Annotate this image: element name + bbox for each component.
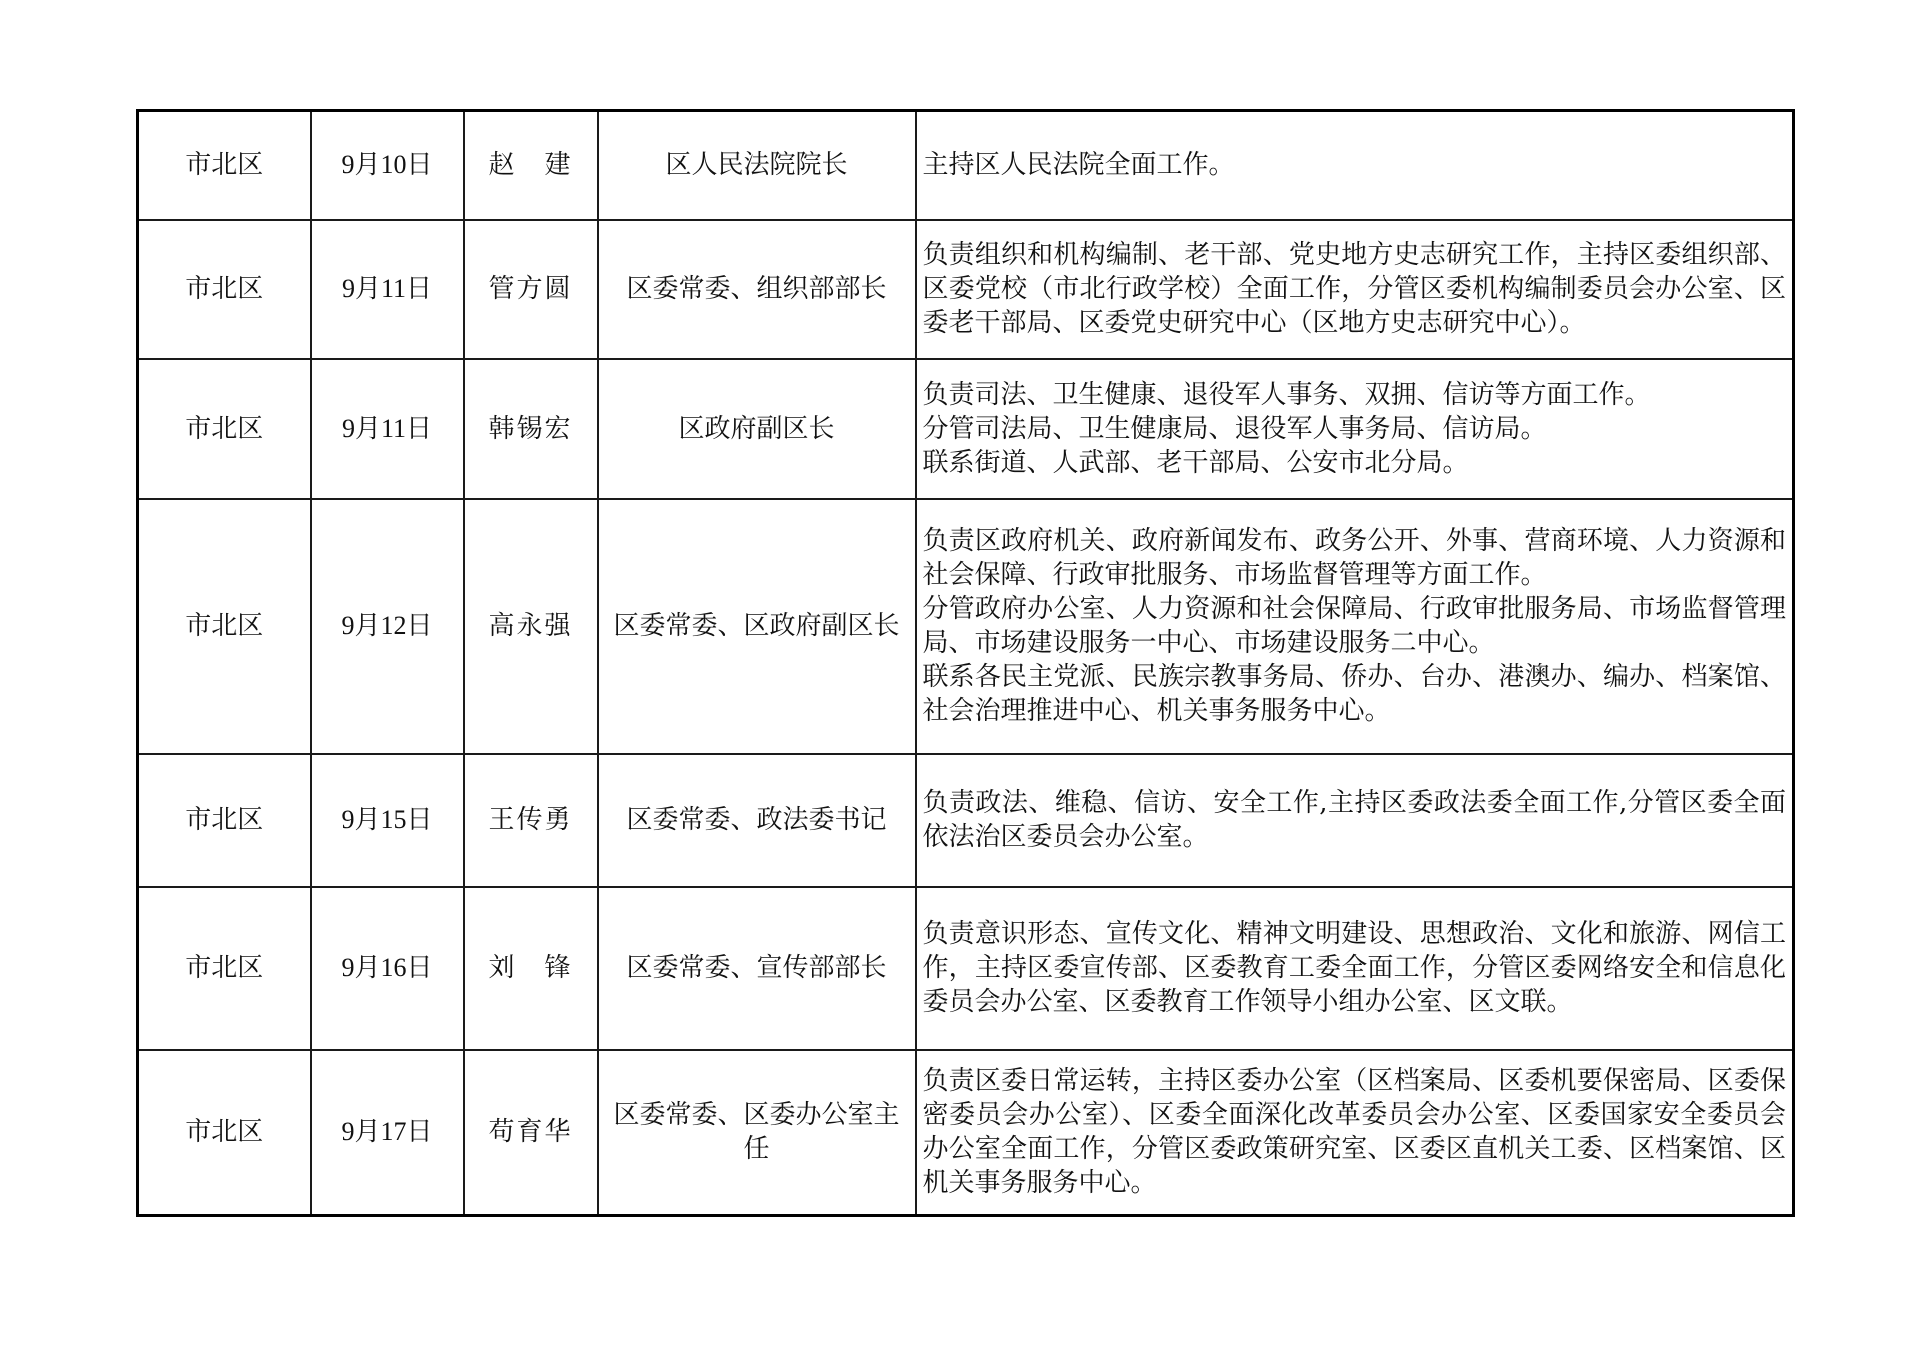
duty-line: 联系各民主党派、民族宗教事务局、侨办、台办、港澳办、编办、档案馆、社会治理推进中心、机关事务服务中心。	[922, 662, 1786, 726]
area-cell: 市北区	[138, 359, 311, 499]
duties-cell	[916, 499, 1794, 754]
table-row	[138, 499, 1794, 754]
duties-cell	[916, 754, 1794, 887]
date-cell: 9月11日	[311, 359, 464, 499]
area-cell: 市北区	[138, 887, 311, 1050]
date-cell: 9月12日	[311, 499, 464, 754]
duty-line: 负责组织和机构编制、老干部、党史地方史志研究工作，主持区委组织部、区委党校（市北行政学校）全面工作，分管区委机构编制委员会办公室、区委老干部局、区委党史研究中心（区地方史志研究中心）。	[922, 240, 1786, 338]
duty-line: 负责区委日常运转，主持区委办公室（区档案局、区委机要保密局、区委保密委员会办公室）、区委全面深化改革委员会办公室、区委国家安全委员会办公室全面工作，分管区委政策研究室、区委区直机关工委、区档案馆、区机关事务服务中心。	[922, 1066, 1786, 1199]
table-row	[138, 359, 1794, 499]
name-text: 管方圆	[488, 274, 573, 304]
table-row	[138, 220, 1794, 359]
name-cell	[464, 754, 598, 887]
duty-line: 分管政府办公室、人力资源和社会保障局、行政审批服务局、市场监督管理局、市场建设服务一中心、市场建设服务二中心。	[922, 594, 1786, 658]
duty-line: 负责区政府机关、政府新闻发布、政务公开、外事、营商环境、人力资源和社会保障、行政审批服务、市场监督管理等方面工作。	[922, 526, 1786, 590]
leader-schedule-table	[136, 109, 1795, 1217]
date-cell: 9月10日	[311, 111, 464, 220]
duty-line: 负责政法、维稳、信访、安全工作,主持区委政法委全面工作,分管区委全面依法治区委员会办公室。	[922, 788, 1786, 852]
duty-line: 负责司法、卫生健康、退役军人事务、双拥、信访等方面工作。	[922, 379, 1651, 410]
position-cell: 区委常委、区委办公室主任	[598, 1050, 916, 1216]
duty-line: 分管司法局、卫生健康局、退役军人事务局、信访局。	[922, 413, 1547, 444]
duties-cell	[916, 111, 1794, 220]
name-text: 赵 建	[488, 150, 573, 181]
name-cell	[464, 1050, 598, 1216]
duties-cell	[916, 220, 1794, 359]
position-cell: 区人民法院院长	[598, 111, 916, 220]
name-text: 韩锡宏	[488, 413, 573, 444]
duties-cell	[916, 887, 1794, 1050]
table-row	[138, 754, 1794, 887]
duty-line: 联系街道、人武部、老干部局、公安市北分局。	[922, 447, 1469, 478]
name-cell	[464, 499, 598, 754]
duties-cell	[916, 1050, 1794, 1216]
duty-line: 负责意识形态、宣传文化、精神文明建设、思想政治、文化和旅游、网信工作，主持区委宣传部、区委教育工委全面工作，分管区委网络安全和信息化委员会办公室、区委教育工作领导小组办公室、区文联。	[922, 919, 1786, 1017]
position-cell: 区政府副区长	[598, 359, 916, 499]
table-row	[138, 887, 1794, 1050]
name-text: 王传勇	[488, 805, 573, 835]
name-cell	[464, 359, 598, 499]
position-cell: 区委常委、区政府副区长	[598, 499, 916, 754]
name-text: 刘 锋	[488, 953, 573, 983]
table-row	[138, 111, 1794, 220]
name-text: 高永强	[488, 611, 573, 641]
area-cell: 市北区	[138, 111, 311, 220]
date-cell: 9月11日	[311, 220, 464, 359]
table-row	[138, 1050, 1794, 1216]
name-cell	[464, 111, 598, 220]
name-cell	[464, 220, 598, 359]
date-cell: 9月17日	[311, 1050, 464, 1216]
date-cell: 9月16日	[311, 887, 464, 1050]
area-cell: 市北区	[138, 754, 311, 887]
position-cell: 区委常委、组织部部长	[598, 220, 916, 359]
area-cell: 市北区	[138, 1050, 311, 1216]
area-cell: 市北区	[138, 499, 311, 754]
position-cell: 区委常委、政法委书记	[598, 754, 916, 887]
table-body	[138, 111, 1794, 1216]
duties-cell	[916, 359, 1794, 499]
date-cell: 9月15日	[311, 754, 464, 887]
name-text: 苟育华	[488, 1117, 573, 1148]
position-cell: 区委常委、宣传部部长	[598, 887, 916, 1050]
area-cell: 市北区	[138, 220, 311, 359]
name-cell	[464, 887, 598, 1050]
duty-line: 主持区人民法院全面工作。	[922, 150, 1235, 181]
